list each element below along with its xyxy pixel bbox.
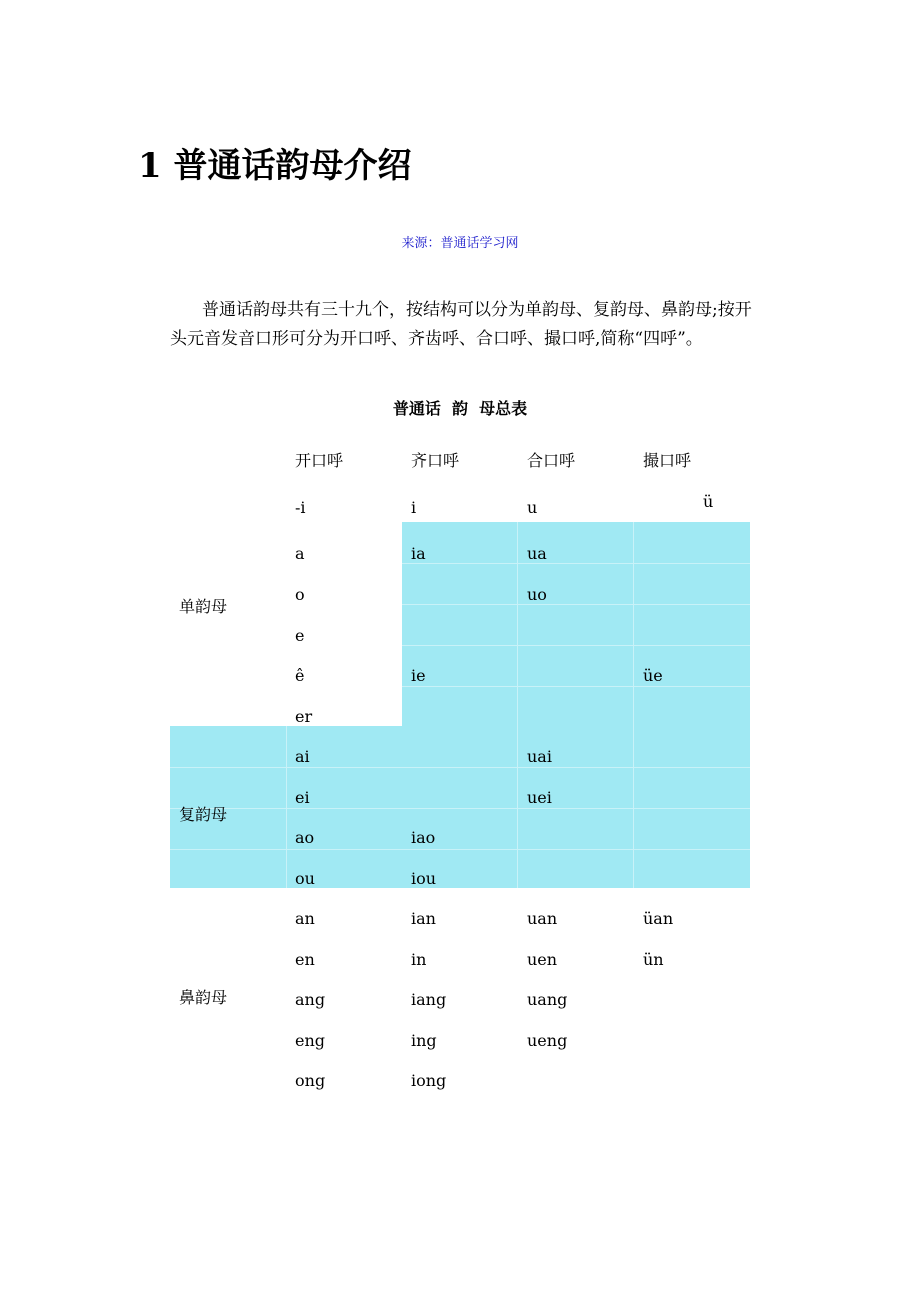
highlight-compound	[170, 726, 750, 888]
header-cuokou: 撮口呼	[643, 451, 692, 470]
table-cell: ua	[527, 544, 547, 563]
table-cell: an	[295, 909, 315, 928]
table-cell: iou	[411, 869, 437, 888]
table-cell: ei	[295, 788, 310, 807]
table-cell: uen	[527, 950, 558, 969]
table-cell: iang	[411, 990, 447, 1009]
table-cell: ie	[411, 666, 426, 685]
grid-line	[170, 767, 750, 768]
grid-line	[170, 808, 750, 809]
group-label-compound: 复韵母	[179, 805, 228, 824]
table-cell: ê	[295, 666, 305, 685]
table-cell: ing	[411, 1031, 437, 1050]
grid-line	[633, 522, 634, 888]
intro-paragraph: 普通话韵母共有三十九个，按结构可以分为单韵母、复韵母、鼻韵母;按开头元音发音口形可分为开口呼、齐齿呼、合口呼、撮口呼,简称“四呼”。	[170, 300, 752, 349]
table-cell: i	[411, 498, 417, 517]
table-cell: ia	[411, 544, 426, 563]
table-cell: ao	[295, 828, 315, 847]
table-cell: uei	[527, 788, 552, 807]
table-cell: uan	[527, 909, 558, 928]
table-cell: iong	[411, 1071, 447, 1090]
table-cell: eng	[295, 1031, 326, 1050]
table-cell: ai	[295, 747, 310, 766]
table-cell: u	[527, 498, 538, 517]
table-cell: ong	[295, 1071, 326, 1090]
table-cell: er	[295, 707, 313, 726]
group-label-nasal: 鼻韵母	[179, 988, 228, 1007]
source-link[interactable]: 来源：普通话学习网	[401, 236, 519, 251]
table-cell: ueng	[527, 1031, 568, 1050]
table-cell: uo	[527, 585, 547, 604]
grid-line	[286, 726, 287, 888]
grid-line	[170, 849, 750, 850]
table-cell: ün	[643, 950, 664, 969]
table-cell: ian	[411, 909, 436, 928]
grid-line	[402, 645, 750, 646]
table-cell: ü	[703, 492, 714, 511]
page-title: 1 普通话韵母介绍	[138, 146, 412, 186]
grid-line	[517, 522, 518, 888]
table-title: 普通话 韵 母总表	[392, 399, 528, 418]
table-cell: -i	[295, 498, 306, 517]
table-cell: e	[295, 626, 305, 645]
table-cell: ou	[295, 869, 315, 888]
table-cell: a	[295, 544, 305, 563]
table-cell: uai	[527, 747, 552, 766]
grid-line	[402, 604, 750, 605]
header-kaikou: 开口呼	[295, 451, 344, 470]
table-cell: o	[295, 585, 305, 604]
table-cell: üan	[643, 909, 674, 928]
group-label-single: 单韵母	[179, 597, 228, 616]
table-cell: uang	[527, 990, 568, 1009]
table-cell: in	[411, 950, 427, 969]
table-cell: ang	[295, 990, 326, 1009]
grid-line	[402, 563, 750, 564]
highlight-single-right	[402, 522, 750, 726]
header-hekou: 合口呼	[527, 451, 576, 470]
table-cell: üe	[643, 666, 663, 685]
grid-line	[402, 686, 750, 687]
table-cell: en	[295, 950, 315, 969]
table-cell: iao	[411, 828, 436, 847]
header-qichi: 齐口呼	[411, 451, 460, 470]
